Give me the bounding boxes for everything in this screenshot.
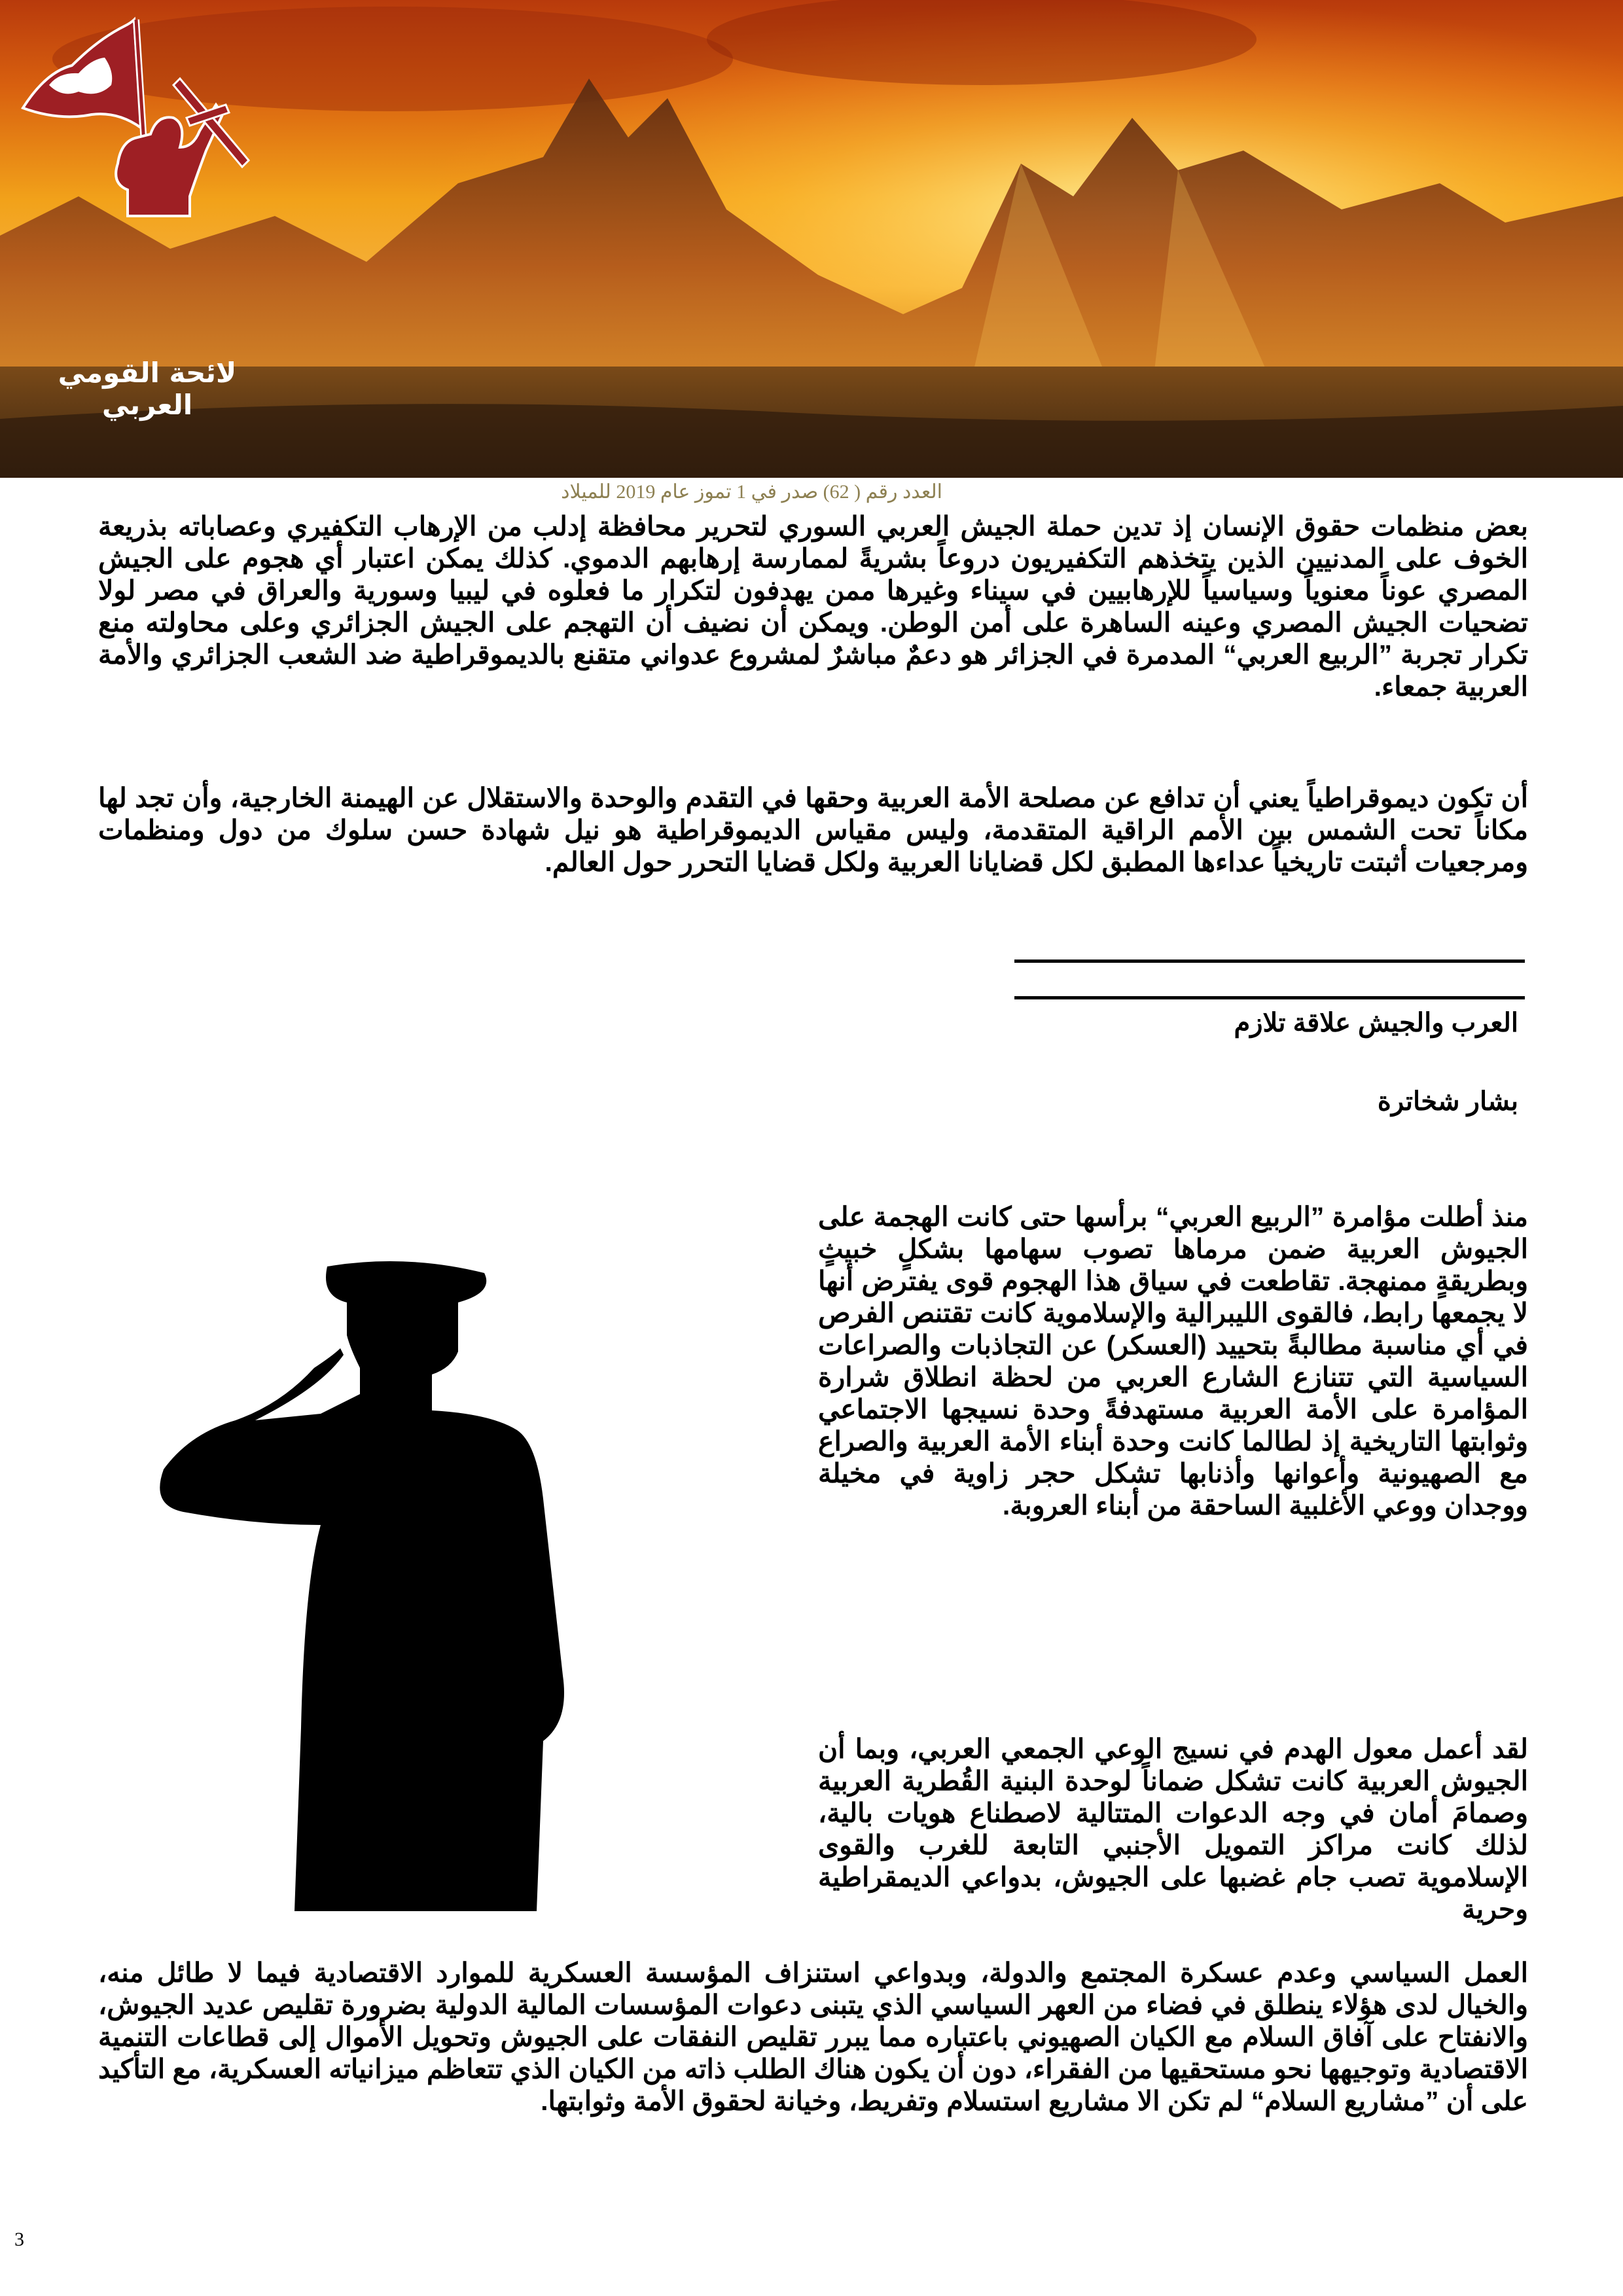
article-full-width-paragraph: العمل السياسي وعدم عسكرة المجتمع والدولة، وبدواعي استنزاف المؤسسة العسكرية للموارد الاقتصادية فيما لا طائل منه، والخيال لدى هؤلاء ينطلق في فضاء من العهر السياسي الذي يتبنى دعوات المؤسسات المالية الدولية بضرورة تقليص عديد الجيوش، والانفتاح على آفاق السلام مع الكيان الصهيوني باعتباره مما يبرر تقليص النفقات على الجيوش وتحويل الأموال إلى قطاعات التنمية الاقتصادية وتوجيهها نحو مستحقيها من الفقراء، دون أن يكون هناك الطلب ذاته من الكيان الذي تتعاظم ميزانياته العسكرية، مع التأكيد على أن ”مشاريع السلام“ لم تكن الا مشاريع استسلام وتفريط، وخيانة لحقوق الأمة وثوابتها. bbox=[98, 1958, 1528, 2116]
article-column-paragraph-2: لقد أعمل معول الهدم في نسيج الوعي الجمعي العربي، وبما أن الجيوش العربية كانت تشكل ضماناً لوحدة البنية القُطرية العربية وصمامَ أمان في وجه الدعوات المتتالية لاصطناع هويات بالية، لذلك كانت مراكز التمويل الأجنبي التابعة للغرب والقوى الإسلاموية تصب جام غضبها على الجيوش، بدواعي الديمقراطية وحرية bbox=[818, 1734, 1528, 1924]
logo-text: لائحة القومي العربي bbox=[58, 357, 237, 421]
article-column-paragraph-1: منذ أطلت مؤامرة ”الربيع العربي“ برأسها حتى كانت الهجمة على الجيوش العربية ضمن مرماها تصوب سهامها بشكلٍ خبيثٍ وبطريقةٍ ممنهجة. تقاطعت في سياق هذا الهجوم قوى يفترض أنها لا يجمعها رابط، فالقوى الليبرالية والإسلاموية كانت تقتنص الفرص في أي مناسبة مطالبةً بتحييد (العسكر) عن التجاذبات والصراعات السياسية التي تتنازع الشارع العربي من لحظة انطلاق شرارة المؤامرة على الأمة العربية مستهدفةً وحدة نسيجها الاجتماعي وثوابتها التاريخية إذ لطالما كانت وحدة أبناء الأمة العربية والصراع مع الصهيونية وأعوانها وأذنابها تشكل حجر زاوية في مخيلة ووجدان ووعي الأغلبية الساحقة من أبناء العروبة. bbox=[818, 1202, 1528, 1520]
issue-line: العدد رقم ( 62) صدر في 1 تموز عام 2019 للميلاد bbox=[561, 481, 942, 503]
article-author: بشار شخاترة bbox=[1377, 1087, 1518, 1116]
page-number: 3 bbox=[14, 2229, 24, 2250]
intro-paragraph-2: أن تكون ديموقراطياً يعني أن تدافع عن مصلحة الأمة العربية وحقها في التقدم والوحدة والاستقلال عن الهيمنة الخارجية، وأن تجد لها مكاناً تحت الشمس بين الأمم الراقية المتقدمة، وليس مقياس الديموقراطية هو نيل شهادة حسن سلوك من دول ومنظمات ومرجعيات أثبتت تاريخياً عداءها المطبق لكل قضايانا العربية ولكل قضايا التحرر حول العالم. bbox=[98, 783, 1528, 877]
divider-rule-bottom bbox=[1014, 996, 1525, 999]
saluting-soldier-silhouette bbox=[151, 1217, 609, 1911]
intro-paragraph-1: بعض منظمات حقوق الإنسان إذ تدين حملة الجيش العربي السوري لتحرير محافظة إدلب من الإرهاب التكفيري وعصاباته بذريعة الخوف على المدنيين الذين يتخذهم التكفيريون دروعاً بشريةً لممارسة إرهابهم الدموي. كذلك يمكن اعتبار أي هجوم على الجيش المصري عوناً معنوياً وسياسياً للإرهابيين في سيناء وغيرها ممن يهدفون لتكرار ما فعلوه في ليبيا وسورية والعراق في مصر لولا تضحيات الجيش المصري وعينه الساهرة على أمن الوطن. ويمكن أن نضيف أن التهجم على الجيش الجزائري وعلى محاولته منع تكرار تجربة ”الربيع العربي“ المدمرة في الجزائر هو دعمٌ مباشرٌ لمشروع عدواني متقنع بالديموقراطية ضد الشعب الجزائري والأمة العربية جمعاء. bbox=[98, 511, 1528, 702]
article-title: العرب والجيش علاقة تلازم bbox=[1234, 1009, 1518, 1037]
logo-flag-fighter-icon bbox=[0, 0, 275, 262]
divider-rule-top bbox=[1014, 960, 1525, 963]
header-banner-photo bbox=[0, 0, 1623, 478]
